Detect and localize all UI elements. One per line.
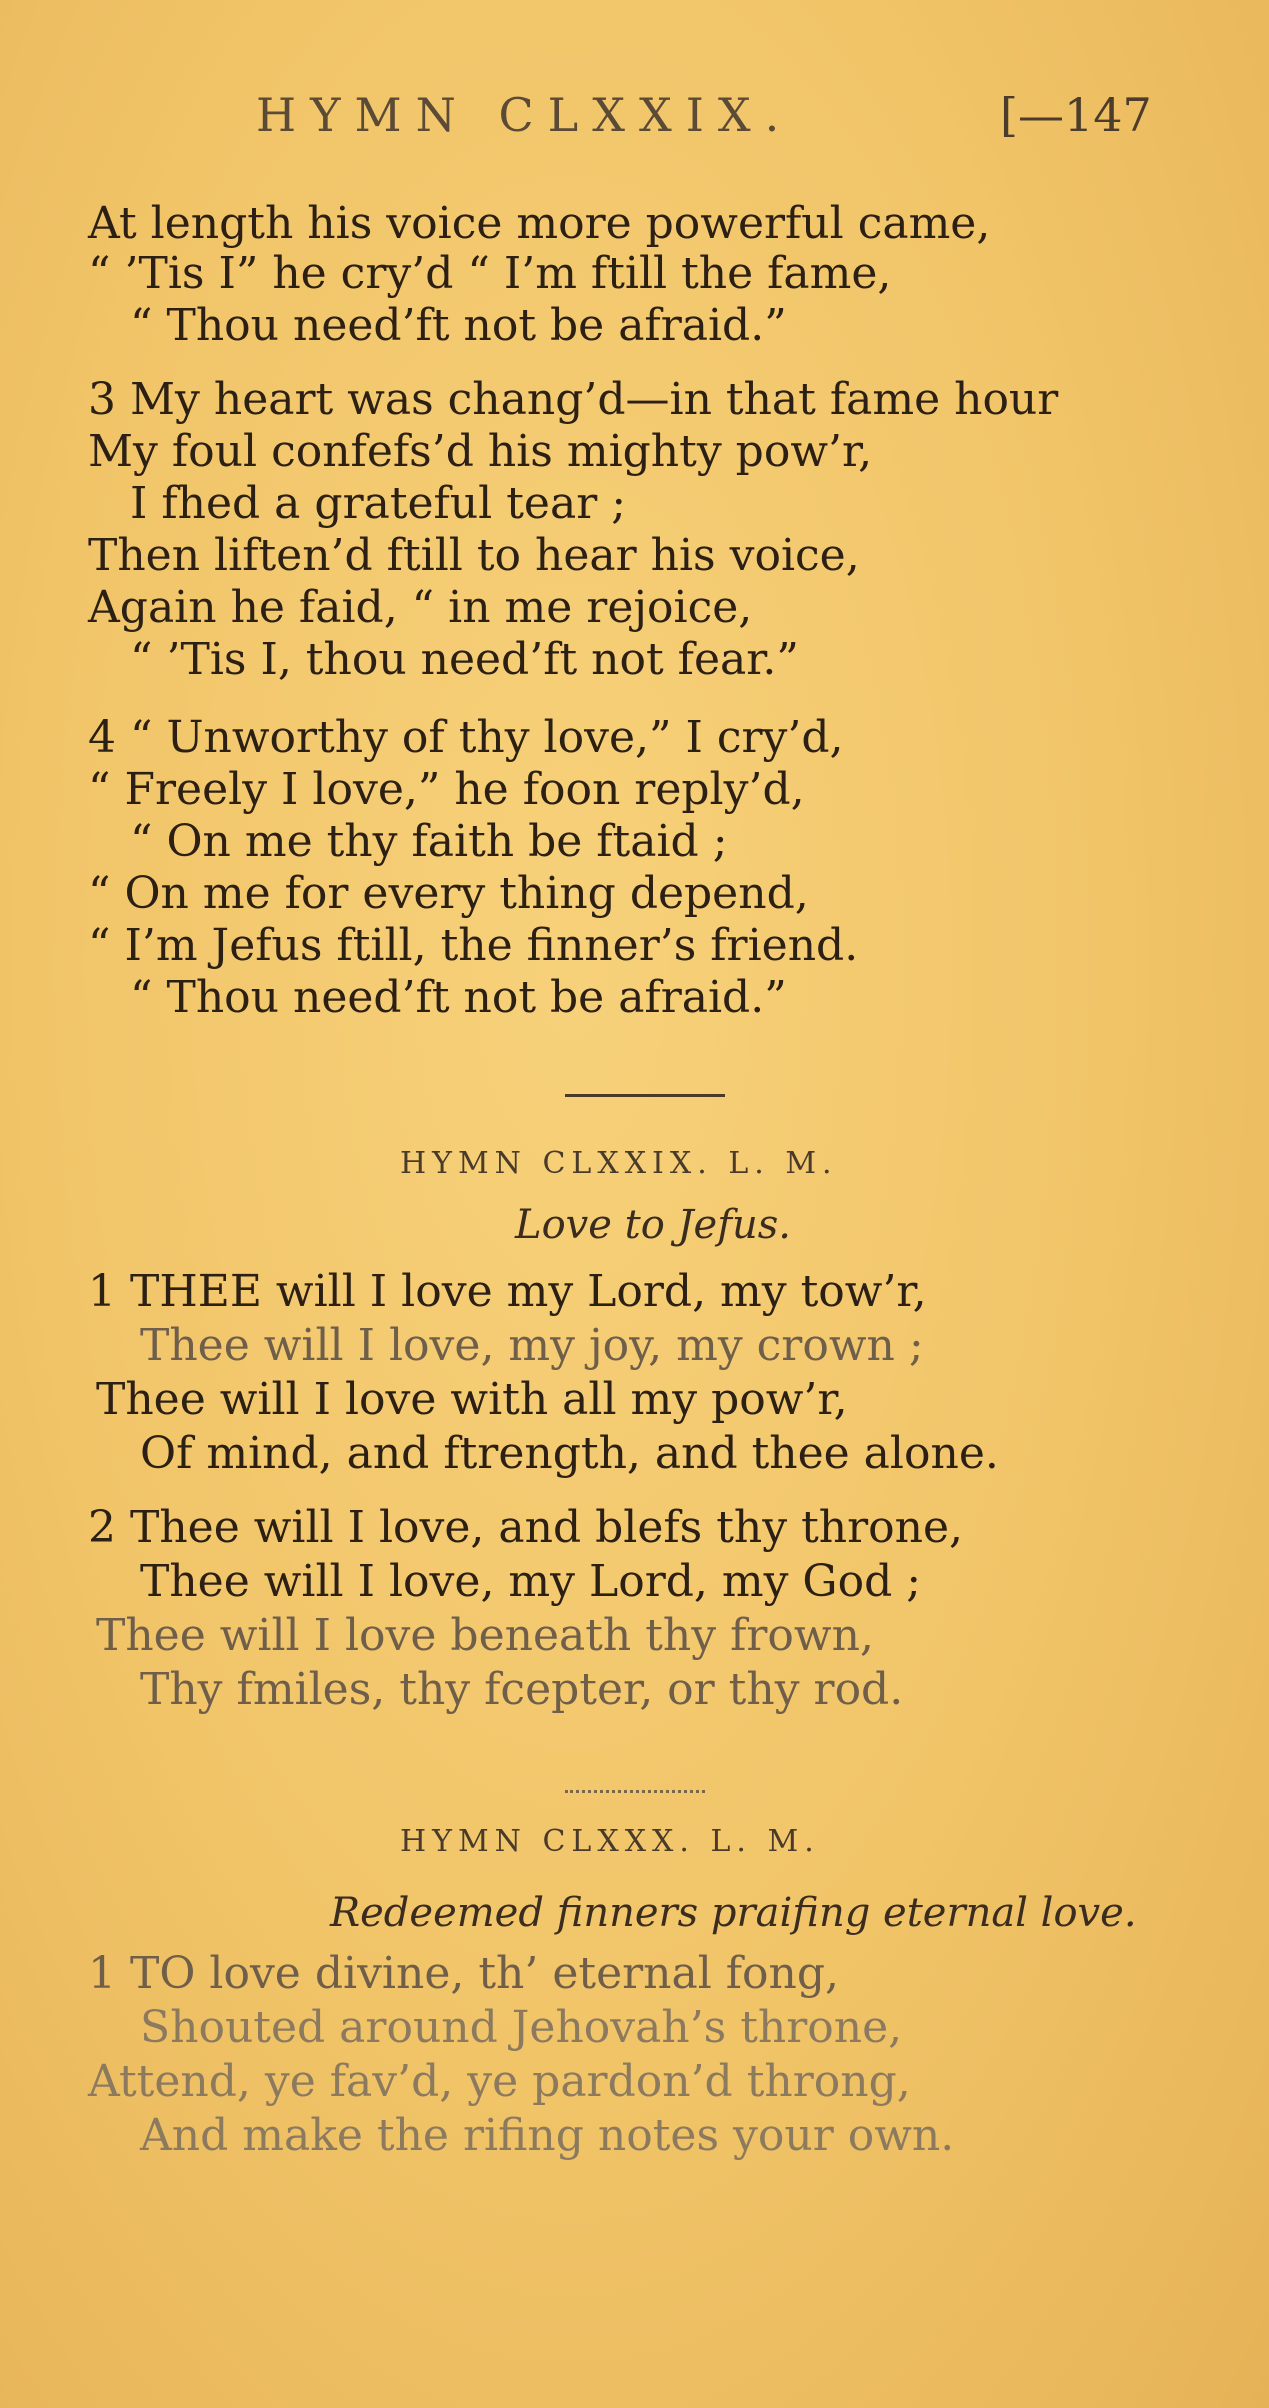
verse-line: “ ’Tis I” he cry’d “ I’m ftill the fame, [88,248,892,299]
verse-line: Shouted around Jehovah’s throne, [140,2002,903,2053]
running-title: HYMN CLXXIX. [256,88,794,142]
verse-line: “ Freely I love,” he foon reply’d, [88,764,805,815]
hymn-subtitle: Love to Jefus. [515,1202,792,1248]
section-rule [565,1094,725,1097]
verse-line: “ Thou need’ft not be afraid.” [130,300,787,351]
verse-line: 3 My heart was chang’d—in that fame hour [88,374,1059,425]
hymn-heading: HYMN CLXXIX. L. M. [400,1146,838,1181]
verse-line: “ Thou need’ft not be afraid.” [130,972,787,1023]
verse-line: Attend, ye fav’d, ye pardon’d throng, [88,2056,911,2107]
verse-line: 2 Thee will I love, and blefs thy throne, [88,1502,964,1553]
verse-line: “ On me for every thing depend, [88,868,809,919]
verse-line: My foul confefs’d his mighty pow’r, [88,426,873,477]
verse-line: “ I’m Jefus ftill, the finner’s friend. [88,920,859,971]
verse-line: At length his voice more powerful came, [88,198,991,249]
verse-line: “ ’Tis I, thou need’ft not fear.” [130,634,799,685]
running-head [0,88,1269,148]
verse-line: Thee will I love, my joy, my crown ; [140,1320,924,1371]
section-rule [565,1790,705,1793]
verse-line: Thy fmiles, thy fcepter, or thy rod. [140,1664,904,1715]
page-number: [—147 [1000,88,1152,142]
verse-line: 4 “ Unworthy of thy love,” I cry’d, [88,712,844,763]
hymn-subtitle: Redeemed finners praifing eternal love. [330,1890,1137,1936]
verse-line: Thee will I love with all my pow’r, [96,1374,848,1425]
verse-line: Thee will I love, my Lord, my God ; [140,1556,922,1607]
verse-line: I fhed a grateful tear ; [130,478,627,529]
verse-line: “ On me thy faith be ftaid ; [130,816,728,867]
verse-line: Then liften’d ftill to hear his voice, [88,530,860,581]
hymn-heading: HYMN CLXXX. L. M. [400,1824,820,1859]
verse-line: 1 THEE will I love my Lord, my tow’r, [88,1266,927,1317]
verse-line: Thee will I love beneath thy frown, [96,1610,874,1661]
verse-line: 1 TO love divine, th’ eternal fong, [88,1948,840,1999]
verse-line: Again he faid, “ in me rejoice, [88,582,753,633]
verse-line: Of mind, and ftrength, and thee alone. [140,1428,999,1479]
verse-line: And make the rifing notes your own. [140,2110,955,2161]
